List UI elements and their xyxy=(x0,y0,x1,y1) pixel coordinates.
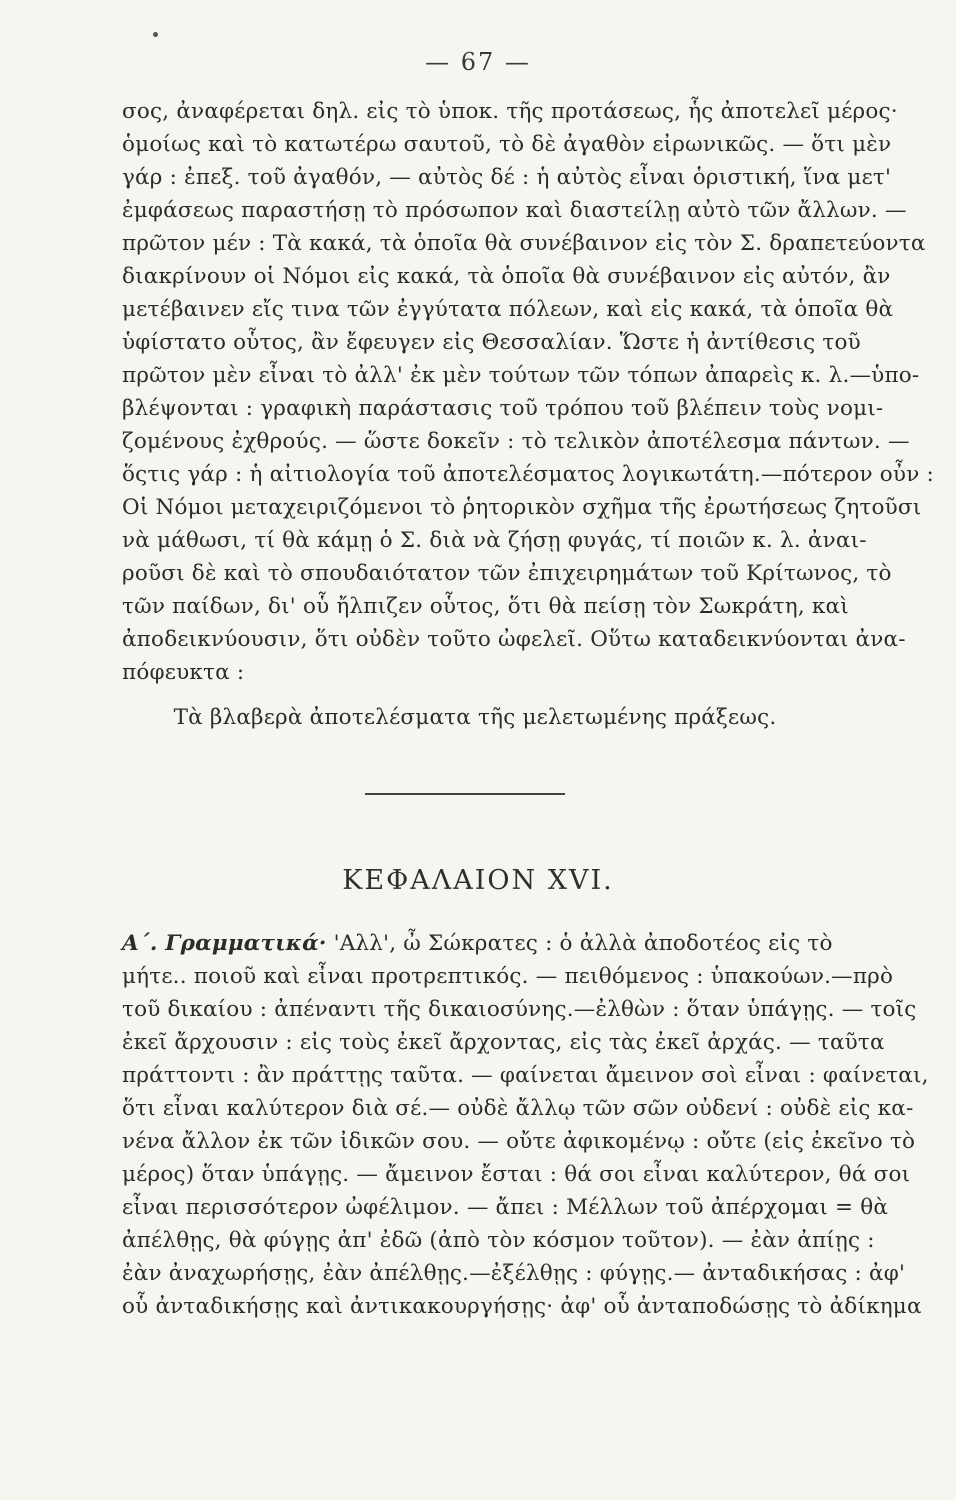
text-line: μήτε.. ποιοῦ καὶ εἶναι προτρεπτικός. — πειθόμενος : ὑπακούων.—πρὸ xyxy=(122,964,894,989)
text-line: ὅςτις γάρ : ἡ αἰτιολογία τοῦ ἀποτελέσματος λογικωτάτη.—πότερον οὖν : xyxy=(122,462,934,487)
ink-dot xyxy=(153,32,158,37)
text-line: μέρος) ὅταν ὑπάγῃς. — ἄμεινον ἔσται : θά σοι εἶναι καλύτερον, θά σοι xyxy=(122,1162,911,1187)
text-line: ζομένους ἐχθρούς. — ὥστε δοκεῖν : τὸ τελικὸν ἀποτέλεσμα πάντων. — xyxy=(122,429,910,454)
text-line: ἐὰν ἀναχωρήσῃς, ἐὰν ἀπέλθῃς.—ἐξέλθῃς : φύγῃς.— ἀνταδικήσας : ἀφ' xyxy=(122,1261,906,1286)
text-line: πρῶτον μέν : Τὰ κακά, τὰ ὁποῖα θὰ συνέβαινον εἰς τὸν Σ. δραπετεύοντα xyxy=(122,231,926,256)
section-label: Α΄. Γραμματικά· xyxy=(122,931,327,956)
text-line: πράττοντι : ἂν πράττῃς ταῦτα. — φαίνεται ἄμεινον σοὶ εἶναι : φαίνεται, xyxy=(122,1063,929,1088)
text-line: ἐμφάσεως παραστήσῃ τὸ πρόσωπον καὶ διαστείλῃ αὐτὸ τῶν ἄλλων. — xyxy=(122,198,907,223)
text-line: σος, ἀναφέρεται δηλ. εἰς τὸ ὑποκ. τῆς προτάσεως, ἧς ἀποτελεῖ μέρος· xyxy=(122,99,898,124)
text-line: τοῦ δικαίου : ἀπέναντι τῆς δικαιοσύνης.—ἐλθὼν : ὅταν ὑπάγῃς. — τοῖς xyxy=(122,997,917,1022)
text-line: νὰ μάθωσι, τί θὰ κάμῃ ὁ Σ. διὰ νὰ ζήσῃ φυγάς, τί ποιῶν κ. λ. ἀναι- xyxy=(122,528,867,553)
text-line: μετέβαινεν εἴς τινα τῶν ἐγγύτατα πόλεων, καὶ εἰς κακά, τὰ ὁποῖα θὰ xyxy=(122,297,894,322)
text-line: νένα ἄλλον ἐκ τῶν ἰδικῶν σου. — οὔτε ἀφικομένῳ : οὔτε (εἰς ἐκεῖνο τὸ xyxy=(122,1129,916,1154)
page-number: — 67 — xyxy=(425,48,531,76)
text-line: βλέψονται : γραφικὴ παράστασις τοῦ τρόπου τοῦ βλέπειν τοὺς νομι- xyxy=(122,396,884,421)
text-line: ἐκεῖ ἄρχουσιν : εἰς τοὺς ἐκεῖ ἄρχοντας, εἰς τὰς ἐκεῖ ἀρχάς. — ταῦτα xyxy=(122,1030,885,1055)
text-line: ὁμοίως καὶ τὸ κατωτέρω σαυτοῦ, τὸ δὲ ἀγαθὸν εἰρωνικῶς. — ὅτι μὲν xyxy=(122,132,892,157)
section-first-line-text: 'Αλλ', ὦ Σώκρατες : ὁ ἀλλὰ ἀποδοτέος εἰς τὸ xyxy=(333,931,833,956)
section-divider xyxy=(365,793,565,795)
chapter-title: ΚΕΦΑΛΑΙΟΝ XVI. xyxy=(342,865,614,896)
text-line: πρῶτον μὲν εἶναι τὸ ἀλλ' ἐκ μὲν τούτων τῶν τόπων ἀπαρεὶς κ. λ.—ὑπο- xyxy=(122,363,920,388)
text-line: ροῦσι δὲ καὶ τὸ σπουδαιότατον τῶν ἐπιχειρημάτων τοῦ Κρίτωνος, τὸ xyxy=(122,561,892,586)
text-line: ὑφίστατο οὗτος, ἂν ἔφευγεν εἰς Θεσσαλίαν. Ὥστε ἡ ἀντίθεσις τοῦ xyxy=(122,330,861,355)
text-line: ἀποδεικνύουσιν, ὅτι οὐδὲν τοῦτο ὠφελεῖ. Οὕτω καταδεικνύονται ἀνα- xyxy=(122,627,906,652)
text-line: τῶν παίδων, δι' οὗ ἤλπιζεν οὗτος, ὅτι θὰ πείσῃ τὸν Σωκράτη, καὶ xyxy=(122,594,849,619)
text-line: Οἱ Νόμοι μεταχειριζόμενοι τὸ ῥητορικὸν σχῆμα τῆς ἐρωτήσεως ζητοῦσι xyxy=(122,495,922,520)
section-first-line xyxy=(122,928,833,960)
text-line: διακρίνουν οἱ Νόμοι εἰς κακά, τὰ ὁποῖα θὰ συνέβαινον εἰς αὐτόν, ἂν xyxy=(122,264,891,289)
text-line: πόφευκτα : xyxy=(122,660,245,685)
text-line: ἀπέλθῃς, θὰ φύγῃς ἀπ' ἐδῶ (ἀπὸ τὸν κόσμον τοῦτον). — ἐὰν ἀπίῃς : xyxy=(122,1228,875,1253)
conclusion-line: Τὰ βλαβερὰ ἀποτελέσματα τῆς μελετωμένης πράξεως. xyxy=(173,705,777,730)
text-line: οὗ ἀνταδικήσῃς καὶ ἀντικακουργήσῃς· ἀφ' οὗ ἀνταποδώσῃς τὸ ἀδίκημα xyxy=(122,1294,922,1319)
text-line: γάρ : ἐπεξ. τοῦ ἀγαθόν, — αὐτὸς δέ : ἡ αὐτὸς εἶναι ὁριστική, ἵνα μετ' xyxy=(122,165,892,190)
text-line: ὅτι εἶναι καλύτερον διὰ σέ.— οὐδὲ ἄλλῳ τῶν σῶν οὐδενί : οὐδὲ εἰς κα- xyxy=(122,1096,914,1121)
text-line: εἶναι περισσότερον ὠφέλιμον. — ἄπει : Μέλλων τοῦ ἀπέρχομαι = θὰ xyxy=(122,1195,889,1220)
